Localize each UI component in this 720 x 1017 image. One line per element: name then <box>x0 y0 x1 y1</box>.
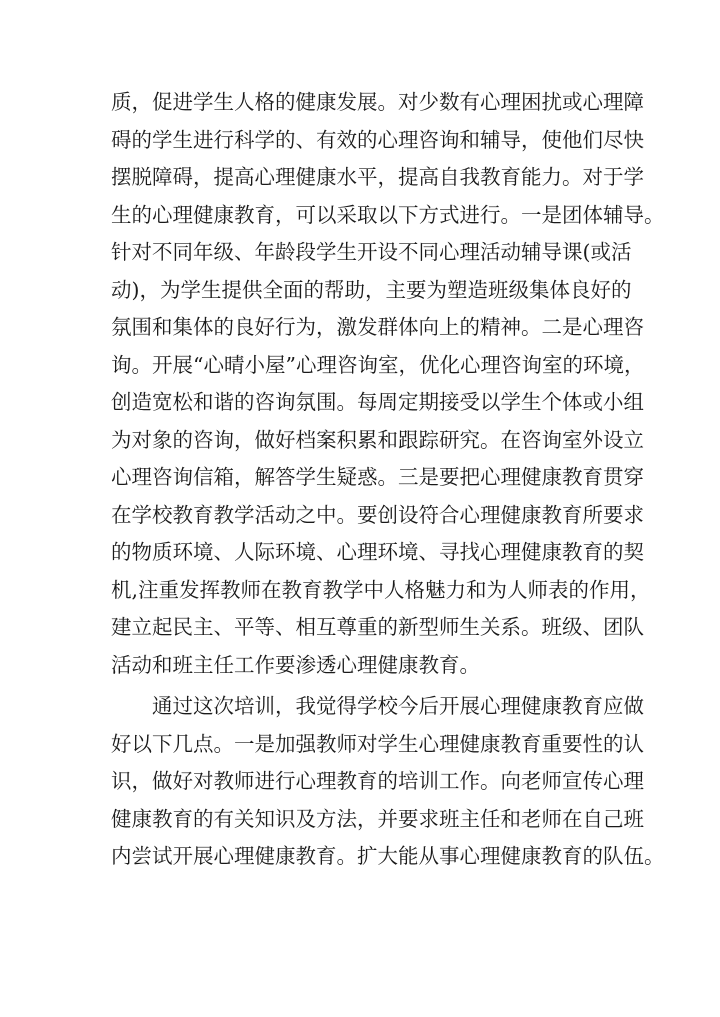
text-line: 创造宽松和谐的咨询氛围。每周定期接受以学生个体或小组 <box>111 390 644 414</box>
text-line: 动)，为学生提供全面的帮助，主要为塑造班级集体良好的 <box>111 277 632 302</box>
text-line: 好以下几点。一是加强教师对学生心理健康教育重要性的认 <box>111 731 644 756</box>
text-line: 针对不同年级、年龄段学生开设不同心理活动辅导课(或活 <box>111 240 632 264</box>
text-line: 生的心理健康教育，可以采取以下方式进行。一是团体辅导。 <box>111 202 665 227</box>
text-line: 心理咨询信箱，解答学生疑惑。三是要把心理健康教育贯穿 <box>111 465 644 489</box>
paragraph-2 <box>111 688 665 876</box>
text-line: 为对象的咨询，做好档案积累和跟踪研究。在咨询室外设立 <box>111 427 644 452</box>
text-line: 的物质环境、人际环境、心理环境、寻找心理健康教育的契 <box>111 540 644 564</box>
text-line: 询。开展“心晴小屋”心理咨询室，优化心理咨询室的环境， <box>111 352 645 377</box>
text-line: 活动和班主任工作要渗透心理健康教育。 <box>111 652 480 677</box>
text-line: 健康教育的有关知识及方法，并要求班主任和老师在自己班 <box>111 806 644 831</box>
text-line: 质，促进学生人格的健康发展。对少数有心理困扰或心理障 <box>111 90 644 114</box>
paragraph-1 <box>111 84 665 684</box>
document-body <box>111 84 665 876</box>
text-line: 通过这次培训，我觉得学校今后开展心理健康教育应做 <box>152 694 644 718</box>
text-line: 建立起民主、平等、相互尊重的新型师生关系。班级、团队 <box>111 615 644 639</box>
text-line: 内尝试开展心理健康教育。扩大能从事心理健康教育的队伍。 <box>111 844 665 868</box>
text-line: 机,注重发挥教师在教育教学中人格魅力和为人师表的作用， <box>111 577 651 602</box>
text-line: 在学校教育教学活动之中。要创设符合心理健康教育所要求 <box>111 502 644 527</box>
text-line: 碍的学生进行科学的、有效的心理咨询和辅导，使他们尽快 <box>111 127 644 152</box>
text-line: 摆脱障碍，提高心理健康水平，提高自我教育能力。对于学 <box>111 165 644 189</box>
text-line: 识，做好对教师进行心理教育的培训工作。向老师宣传心理 <box>111 769 644 793</box>
text-line: 氛围和集体的良好行为，激发群体向上的精神。二是心理咨 <box>111 315 644 339</box>
